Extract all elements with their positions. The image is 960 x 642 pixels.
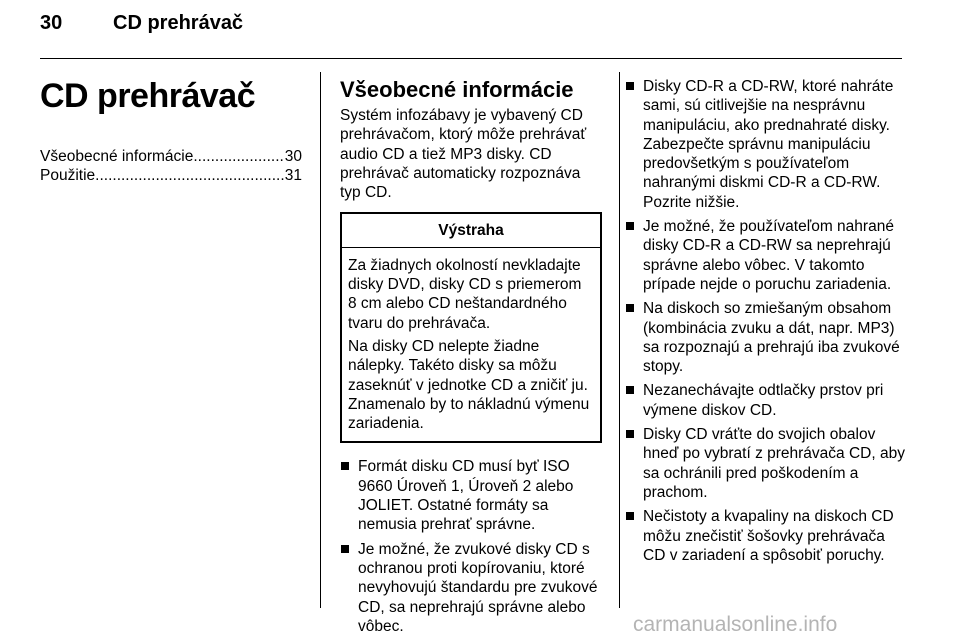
section-title: Všeobecné informácie (340, 77, 574, 102)
toc-entry-label: Všeobecné informácie (40, 148, 194, 165)
warning-body (342, 248, 600, 442)
toc-leader-dots (95, 166, 285, 185)
toc-entry[interactable] (40, 166, 302, 185)
list-item (625, 77, 907, 212)
toc-leader-dots (193, 147, 284, 166)
square-bullet-icon (626, 386, 634, 394)
bullet-list (340, 457, 602, 636)
square-bullet-icon (626, 222, 634, 230)
header-rule (40, 58, 902, 59)
toc-entry[interactable] (40, 147, 302, 166)
list-item (625, 217, 907, 294)
square-bullet-icon (626, 430, 634, 438)
list-item-text: Disky CD vráťte do svojich obalov hneď po vybratí z prehrávača CD, aby sa ochránili pred poškodením a prachom. (643, 426, 905, 501)
toc-entry-label: Použitie (40, 167, 96, 185)
list-item-text: Nezanechávajte odtlačky prstov pri výmene diskov CD. (643, 382, 884, 419)
column-middle (340, 77, 602, 641)
chapter-title: CD prehrávač (40, 77, 256, 115)
list-item-text: Disky CD-R a CD-RW, ktoré nahráte sami, sú citlivejšie na nesprávnu manipuláciu, ako prednahraté disky. Zabezpečte správnu manipuláciu predovšetkým s používateľom nahranými diskmi CD-R a CD-RW. Pozrite nižšie. (643, 78, 894, 211)
list-item-text: Je možné, že zvukové disky CD s ochranou proti kopírovaniu, ktoré nevyhovujú štandardu pre zvukové CD, sa neprehrajú správne alebo vôbec. (358, 540, 598, 635)
square-bullet-icon (341, 545, 349, 553)
toc-entry-page: 30 (284, 148, 302, 165)
column-right (625, 77, 907, 570)
list-item (625, 425, 907, 502)
column-toc (40, 77, 302, 186)
list-item (625, 299, 907, 376)
square-bullet-icon (626, 304, 634, 312)
column-divider-right (619, 72, 620, 608)
square-bullet-icon (626, 82, 634, 90)
list-item-text: Na diskoch so zmiešaným obsahom (kombinácia zvuku a dát, napr. MP3) sa rozpoznajú a prehrajú iba zvukové stopy. (643, 300, 900, 376)
column-divider-left (320, 72, 321, 608)
warning-title: Výstraha (342, 214, 600, 247)
warning-box (340, 212, 602, 443)
intro-paragraph: Systém infozábavy je vybavený CD prehrávačom, ktorý môže prehrávať audio CD a tiež MP3 disky. CD prehrávač automaticky rozpoznáva typ CD. (340, 107, 587, 202)
square-bullet-icon (341, 462, 349, 470)
list-item-text: Nečistoty a kvapaliny na diskoch CD môžu znečistiť šošovky prehrávača CD v zariadení a spôsobiť poruchy. (643, 508, 894, 564)
page-number: 30 (40, 12, 63, 34)
running-title: CD prehrávač (113, 12, 244, 34)
list-item-text: Formát disku CD musí byť ISO 9660 Úroveň 1, Úroveň 2 alebo JOLIET. Ostatné formáty sa nemusia prehrať správne. (358, 458, 574, 534)
watermark: carmanualsonline.info (633, 613, 838, 636)
list-item (625, 507, 907, 565)
list-item (625, 381, 907, 420)
list-item (340, 540, 602, 636)
toc-entry-page: 31 (284, 167, 302, 185)
bullet-list (625, 77, 907, 565)
list-item (340, 457, 602, 534)
list-item-text: Je možné, že používateľom nahrané disky CD-R a CD-RW sa neprehrajú správne alebo vôbec. V takomto prípade nejde o poruchu zariadenia. (643, 218, 894, 293)
square-bullet-icon (626, 512, 634, 520)
warning-paragraph: Na disky CD nelepte žiadne nálepky. Takéto disky sa môžu zaseknúť v jednotke CD a zničiť ju. Znamenalo by to nákladnú výmenu zariadenia. (348, 337, 590, 433)
warning-paragraph: Za žiadnych okolností nevkladajte disky DVD, disky CD s priemerom 8 cm alebo CD neštandardného tvaru do prehrávača. (348, 256, 582, 332)
